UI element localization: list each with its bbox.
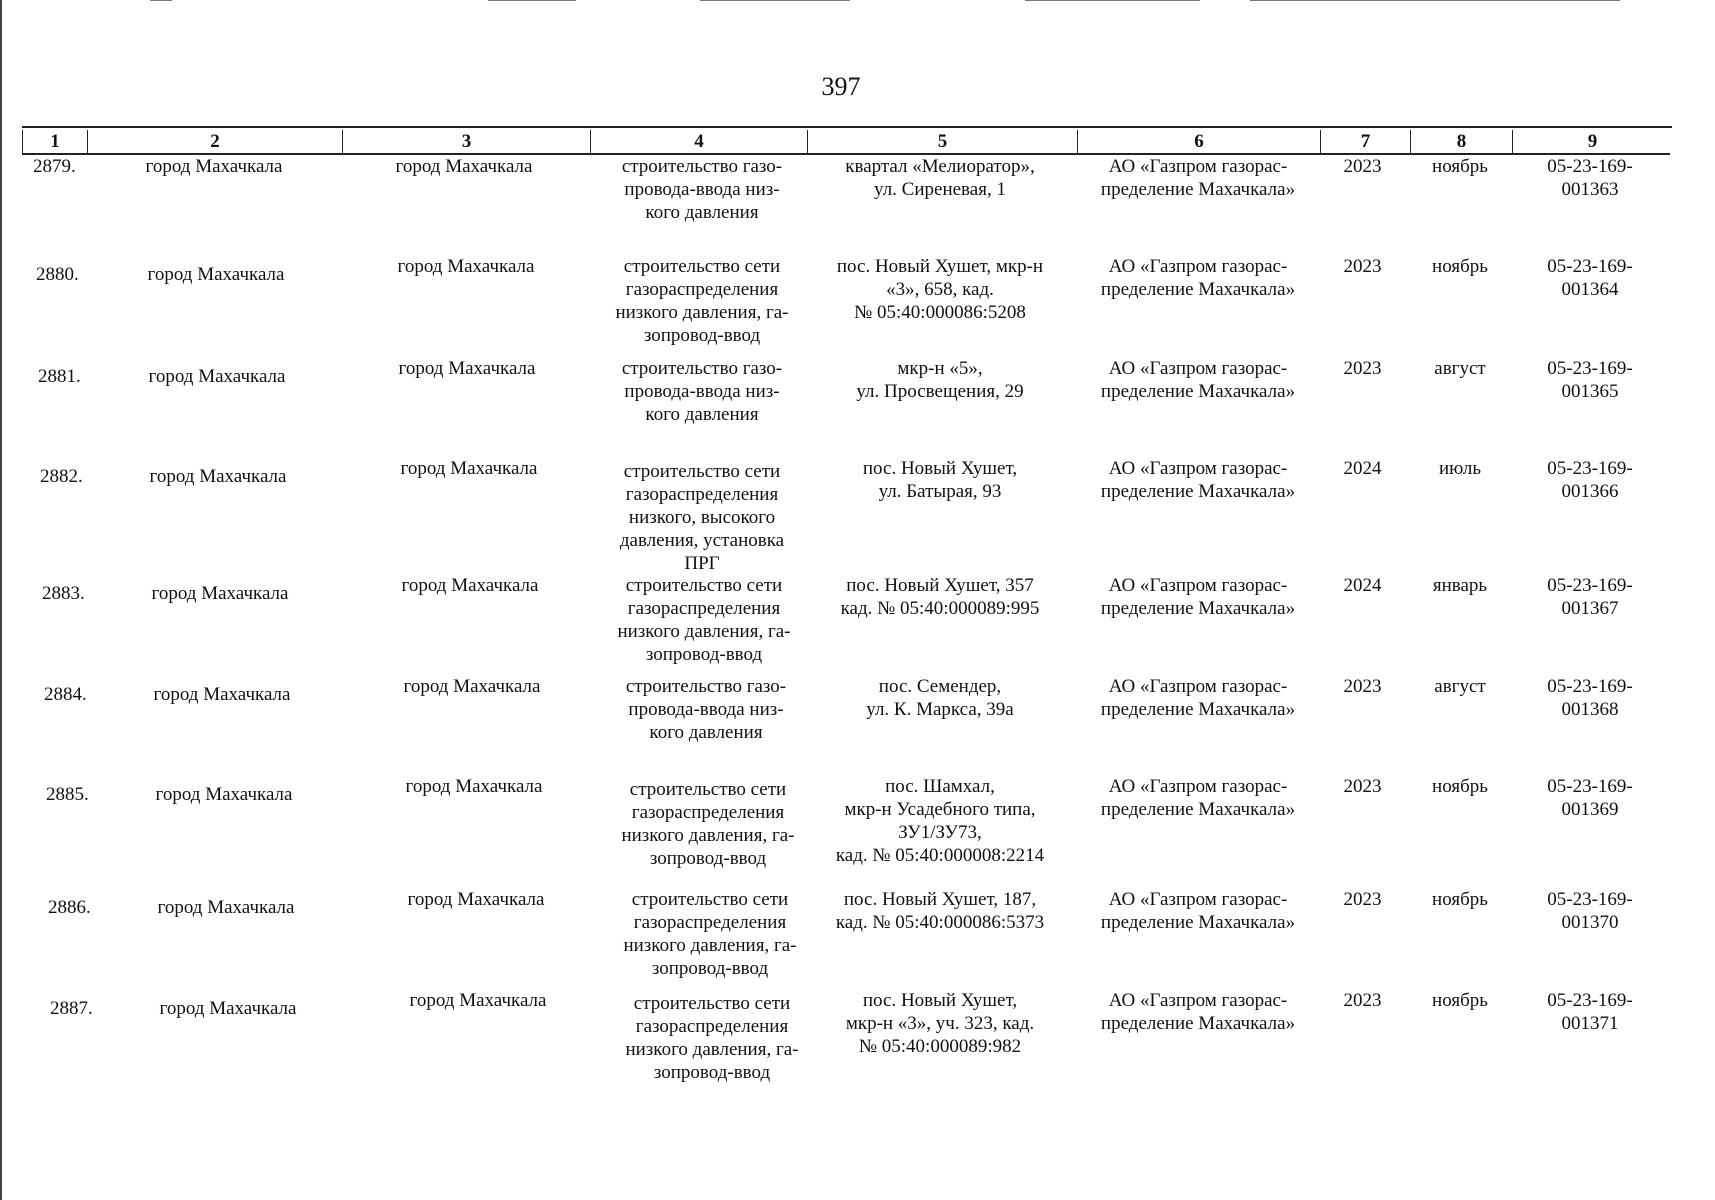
locality-cell: город Махачкала	[409, 990, 547, 1011]
code-cell: 05-23-169- 001364	[1547, 256, 1633, 300]
month-cell: ноябрь	[1432, 889, 1488, 910]
municipality-cell: город Махачкала	[159, 998, 297, 1019]
row-number: 2879.	[33, 156, 76, 177]
work-cell: строительство газо- провода-ввода низ- кого давления	[625, 676, 787, 743]
municipality-cell: город Махачкала	[148, 366, 286, 387]
locality-cell: город Махачкала	[398, 358, 536, 379]
address-cell: пос. Новый Хушет, мкр-н «3», уч. 323, кад. № 05:40:000089:982	[845, 990, 1035, 1057]
municipality-cell: город Махачкала	[147, 264, 285, 285]
row-number: 2884.	[44, 684, 87, 705]
year-cell: 2023	[1343, 156, 1382, 177]
work-cell: строительство газо- провода-ввода низ- кого давления	[621, 358, 783, 425]
locality-cell: город Махачкала	[405, 776, 543, 797]
organization-cell: АО «Газпром газорас- пределение Махачкала»	[1100, 458, 1296, 502]
month-cell: июль	[1438, 458, 1482, 479]
row-number: 2886.	[48, 897, 91, 918]
table-top-rule	[22, 126, 1672, 128]
year-cell: 2023	[1343, 889, 1382, 910]
organization-cell: АО «Газпром газорас- пределение Махачкала»	[1100, 889, 1296, 933]
code-cell: 05-23-169- 001370	[1547, 889, 1633, 933]
locality-cell: город Махачкала	[401, 575, 539, 596]
month-cell: август	[1434, 676, 1486, 697]
month-cell: ноябрь	[1432, 990, 1488, 1011]
address-cell: пос. Новый Хушет, мкр-н «3», 658, кад. № 05:40:000086:5208	[836, 256, 1044, 323]
code-cell: 05-23-169- 001371	[1547, 990, 1633, 1034]
year-cell: 2024	[1343, 458, 1382, 479]
work-cell: строительство сети газораспределения низкого давления, га- зопровод-ввод	[617, 575, 791, 665]
address-cell: пос. Новый Хушет, 357 кад. № 05:40:000089:995	[840, 575, 1040, 619]
row-number: 2887.	[50, 998, 93, 1019]
code-cell: 05-23-169- 001369	[1547, 776, 1633, 820]
page-number: 397	[821, 72, 861, 101]
code-cell: 05-23-169- 001365	[1547, 358, 1633, 402]
row-number: 2885.	[46, 784, 89, 805]
municipality-cell: город Махачкала	[157, 897, 295, 918]
organization-cell: АО «Газпром газорас- пределение Махачкала»	[1100, 156, 1296, 200]
organization-cell: АО «Газпром газорас- пределение Махачкала»	[1100, 256, 1296, 300]
year-cell: 2023	[1343, 990, 1382, 1011]
year-cell: 2023	[1343, 676, 1382, 697]
organization-cell: АО «Газпром газорас- пределение Махачкала»	[1100, 990, 1296, 1034]
column-header-7: 7	[1320, 130, 1410, 154]
work-cell: строительство сети газораспределения низкого давления, га- зопровод-ввод	[621, 779, 795, 869]
locality-cell: город Махачкала	[407, 889, 545, 910]
address-cell: квартал «Мелиоратор», ул. Сиреневая, 1	[845, 156, 1035, 200]
locality-cell: город Махачкала	[403, 676, 541, 697]
locality-cell: город Махачкала	[400, 458, 538, 479]
column-header-9: 9	[1512, 130, 1672, 154]
municipality-cell: город Махачкала	[153, 684, 291, 705]
address-cell: пос. Новый Хушет, 187, кад. № 05:40:000086:5373	[835, 889, 1045, 933]
month-cell: январь	[1432, 575, 1488, 596]
row-number: 2881.	[38, 366, 81, 387]
year-cell: 2023	[1343, 256, 1382, 277]
year-cell: 2024	[1343, 575, 1382, 596]
row-number: 2883.	[42, 583, 85, 604]
code-cell: 05-23-169- 001366	[1547, 458, 1633, 502]
work-cell: строительство сети газораспределения низкого давления, га- зопровод-ввод	[625, 993, 799, 1083]
code-cell: 05-23-169- 001368	[1547, 676, 1633, 720]
organization-cell: АО «Газпром газорас- пределение Махачкала»	[1100, 575, 1296, 619]
work-cell: строительство сети газораспределения низкого давления, га- зопровод-ввод	[623, 889, 797, 979]
organization-cell: АО «Газпром газорас- пределение Махачкала»	[1100, 676, 1296, 720]
year-cell: 2023	[1343, 358, 1382, 379]
month-cell: август	[1434, 358, 1486, 379]
column-header-4: 4	[590, 130, 807, 154]
month-cell: ноябрь	[1432, 776, 1488, 797]
organization-cell: АО «Газпром газорас- пределение Махачкала»	[1100, 776, 1296, 820]
column-header-1: 1	[22, 130, 87, 154]
scan-left-edge	[0, 0, 2, 1200]
address-cell: пос. Шамхал, мкр-н Усадебного типа, ЗУ1/ЗУ73, кад. № 05:40:000008:2214	[835, 776, 1045, 866]
locality-cell: город Махачкала	[397, 256, 535, 277]
code-cell: 05-23-169- 001363	[1547, 156, 1633, 200]
year-cell: 2023	[1343, 776, 1382, 797]
column-header-6: 6	[1077, 130, 1320, 154]
municipality-cell: город Махачкала	[151, 583, 289, 604]
municipality-cell: город Махачкала	[149, 466, 287, 487]
address-cell: мкр-н «5», ул. Просвещения, 29	[856, 358, 1024, 402]
locality-cell: город Махачкала	[395, 156, 533, 177]
address-cell: пос. Семендер, ул. К. Маркса, 39а	[866, 676, 1014, 720]
organization-cell: АО «Газпром газорас- пределение Махачкала»	[1100, 358, 1296, 402]
work-cell: строительство сети газораспределения низкого давления, га- зопровод-ввод	[615, 256, 789, 346]
address-cell: пос. Новый Хушет, ул. Батырая, 93	[862, 458, 1018, 502]
work-cell: строительство сети газораспределения низкого, высокого давления, установка ПРГ	[619, 461, 785, 574]
code-cell: 05-23-169- 001367	[1547, 575, 1633, 619]
row-number: 2880.	[36, 264, 79, 285]
row-number: 2882.	[40, 466, 83, 487]
column-header-2: 2	[87, 130, 342, 154]
month-cell: ноябрь	[1432, 156, 1488, 177]
column-header-3: 3	[342, 130, 590, 154]
municipality-cell: город Махачкала	[145, 156, 283, 177]
column-header-8: 8	[1410, 130, 1512, 154]
month-cell: ноябрь	[1432, 256, 1488, 277]
column-header-5: 5	[807, 130, 1077, 154]
work-cell: строительство газо- провода-ввода низ- кого давления	[621, 156, 783, 223]
municipality-cell: город Махачкала	[155, 784, 293, 805]
